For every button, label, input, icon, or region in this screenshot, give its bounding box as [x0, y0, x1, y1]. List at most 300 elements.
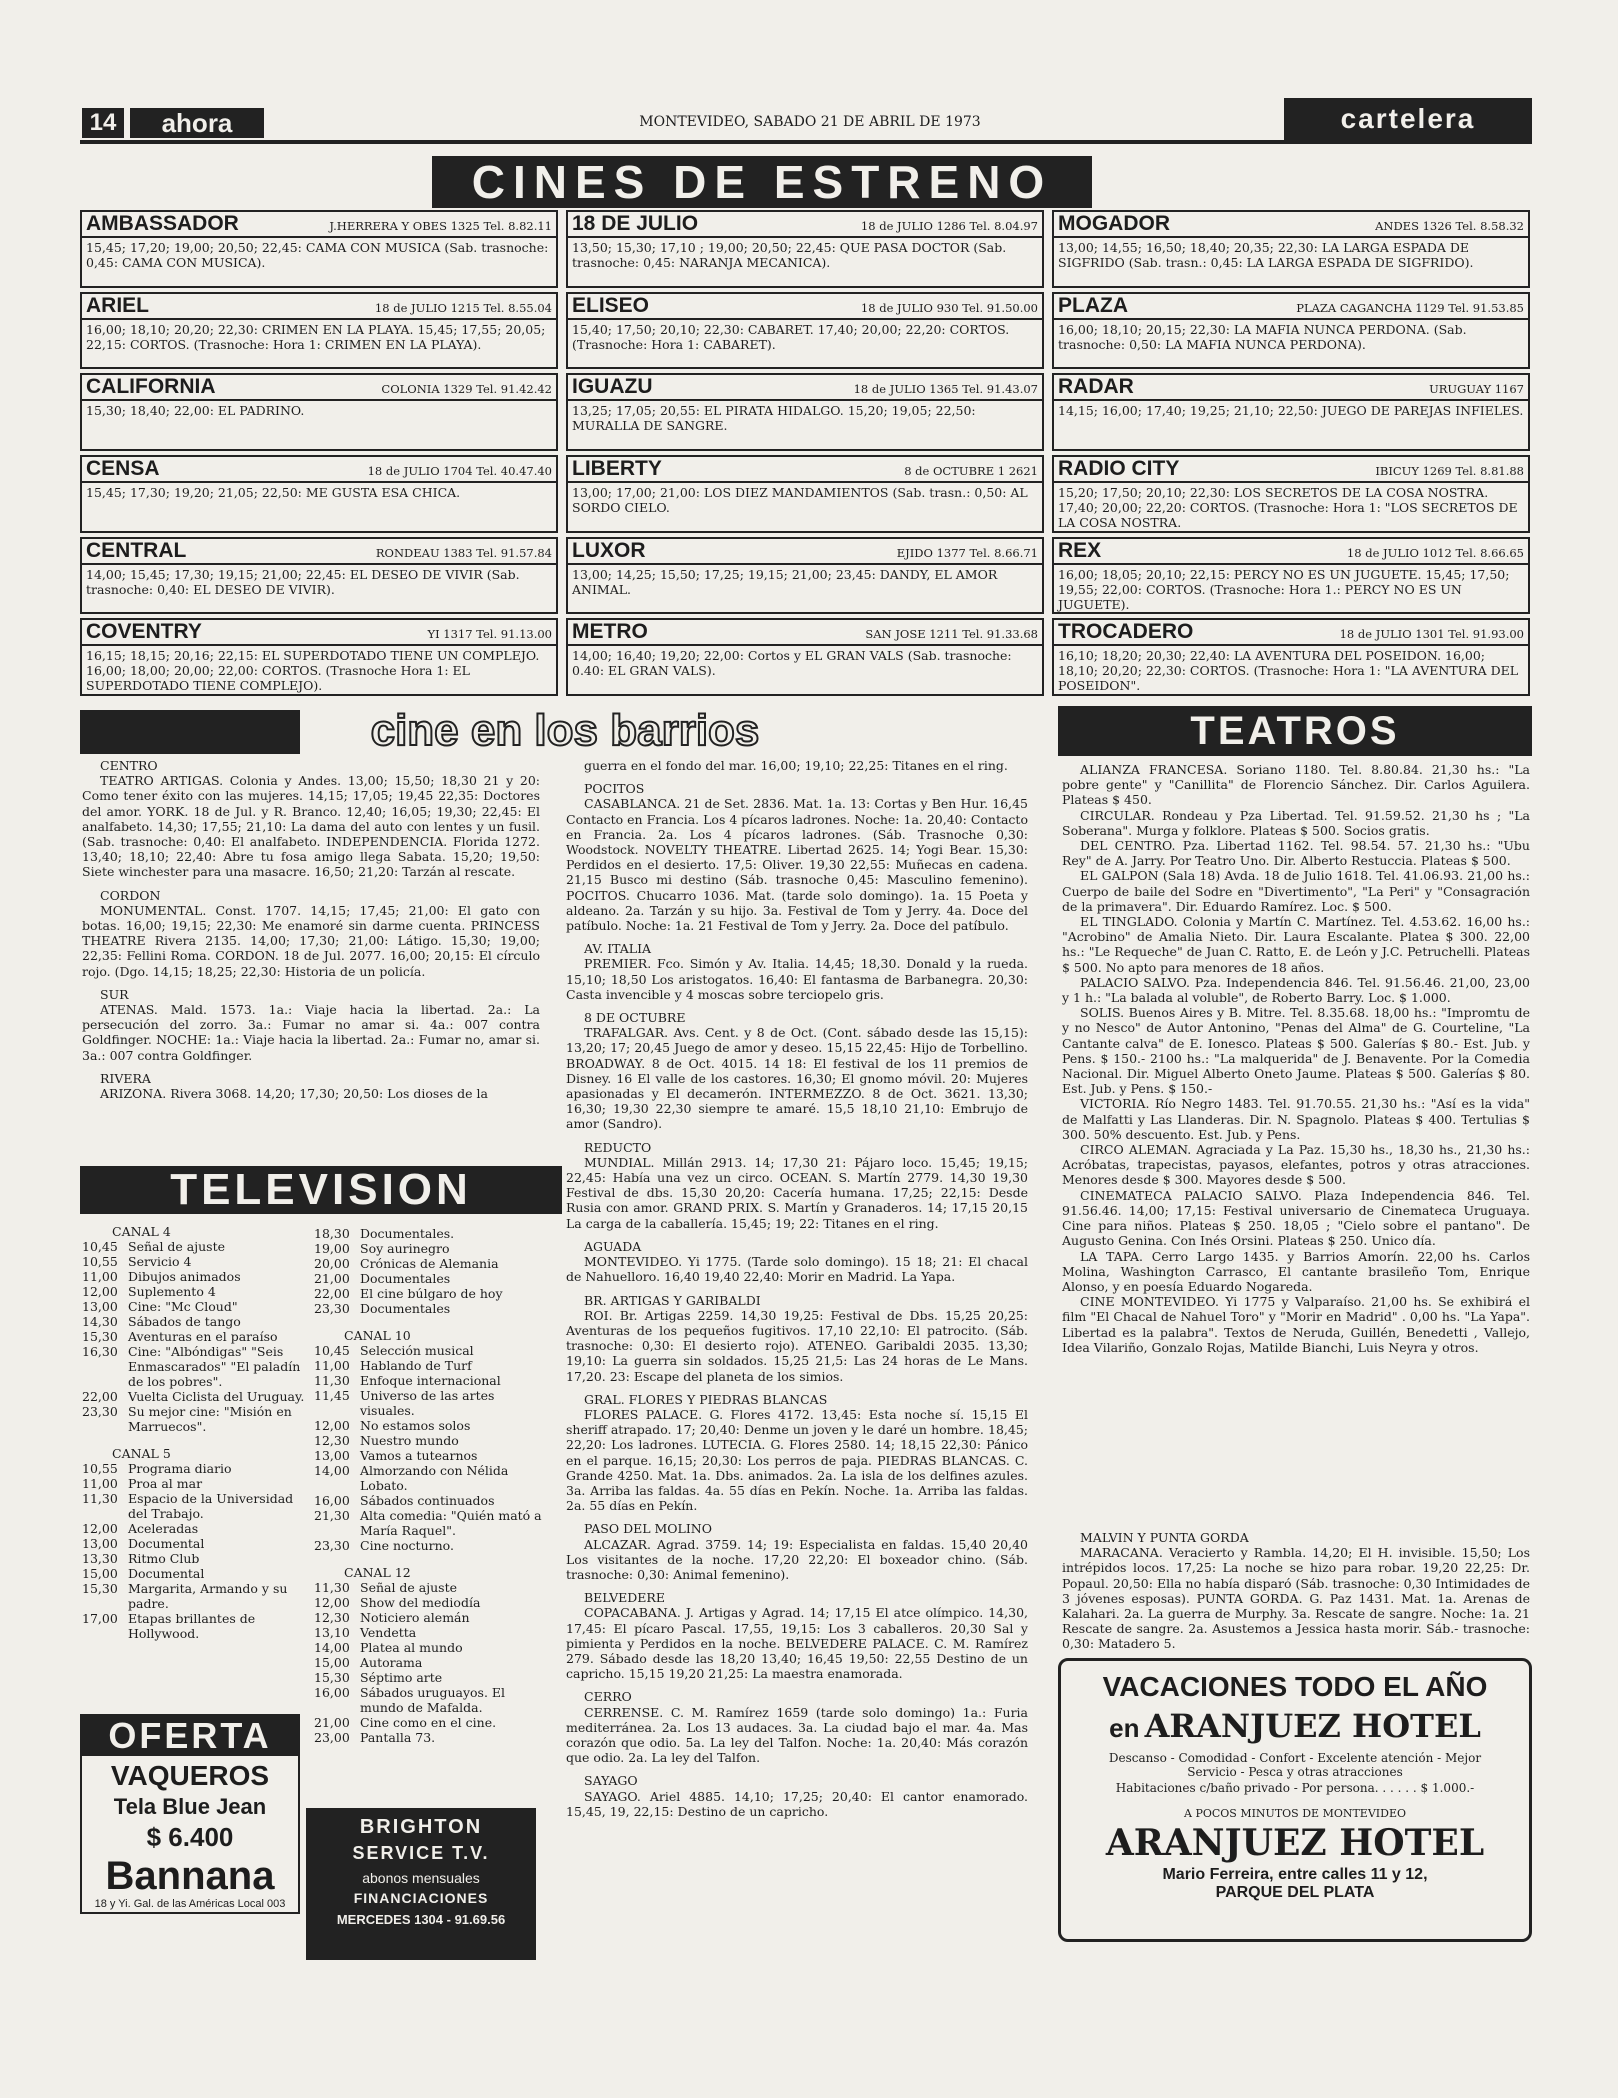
tv-program-row: [82, 1344, 308, 1389]
barrio-heading: BR. ARTIGAS Y GARIBALDI: [584, 1292, 761, 1308]
cines-grid: [80, 210, 1530, 696]
tv-program-time: 21,00: [314, 1715, 350, 1730]
cinema-schedule: 14,15; 16,00; 17,40; 19,25; 21,10; 22,50: JUEGO DE PAREJAS INFIELES.: [1058, 403, 1524, 419]
spacer: [566, 1285, 1028, 1293]
tv-program-time: 18,30: [314, 1226, 350, 1241]
barrio-text: ROI. Br. Artigas 2259. 14,30 19,25: Festival de Dbs. 15,25 20,25: Aventuras de los pequeños fugitivos. 17,10 22,10: El patrocito. (Sáb. trasnoche: 0,30: El desierto rojo). ATENEO. Garibaldi 2035. 13,30; 19,10: La guerra sin soldados. 15,25 21,5: Las 24 horas de Le Mans. 17,20. 23: Escape del planeta de los simios.: [566, 1307, 1028, 1384]
cinema-schedule: 13,00; 14,55; 16,50; 18,40; 20,35; 22,30: LA LARGA ESPADA DE SIGFRIDO (Sab. trasn.: 0,45: LA LARGA ESPADA DE SIGFRIDO).: [1058, 240, 1474, 270]
aranjuez-en: en: [1109, 1713, 1140, 1743]
tv-program-title: Dibujos animados: [128, 1269, 241, 1284]
tv-program-title: Programa diario: [128, 1461, 232, 1476]
spacer: [566, 1681, 1028, 1689]
teatro-listing: VICTORIA. Río Negro 1483. Tel. 91.70.55. 21,30 hs.: "Así es la vida" de Malfatti y Las Llanderas. Dir. N. Spagnolo. Plateas $ 400. Tertulias $ 300. 50% descuento. Est. Jub. y Pens.: [1062, 1096, 1530, 1142]
aranjuez-name: ARANJUEZ HOTEL: [1144, 1707, 1481, 1745]
tv-program-title: Proa al mar: [128, 1476, 203, 1491]
tv-program-row: [82, 1611, 308, 1641]
barrio-heading: POCITOS: [584, 781, 645, 797]
tv-program-title: Cine como en el cine.: [360, 1715, 497, 1730]
tv-column-right: [314, 1226, 544, 1753]
tv-program-title: Noticiero alemán: [360, 1610, 470, 1625]
cinema-schedule: 13,00; 17,00; 21,00: LOS DIEZ MANDAMIENTOS (Sab. trasn.: 0,50: AL SORDO CIELO.: [572, 484, 1028, 515]
tv-program-title: Hablando de Turf: [360, 1358, 472, 1373]
tv-program-row: [82, 1254, 308, 1269]
tv-program-row: [82, 1491, 308, 1521]
tv-program-row: [82, 1284, 308, 1299]
tv-program-title: Cine: "Albóndigas" "Seis Enmascarados" "El paladín de los pobres".: [128, 1344, 301, 1389]
cinema-schedule: 16,00; 18,05; 20,10; 22,15: PERCY NO ES UN JUGUETE. 15,45; 17,50; 19,55; 22,00: CORTOS. (Trasnoche: Hora 1.: PERCY NO ES UN JUGUETE).: [1058, 566, 1510, 612]
tv-program-time: 12,00: [314, 1595, 350, 1610]
teatro-listing: EL GALPON (Sala 18) Avda. 18 de Julio 1618. Tel. 41.06.93. 21,00 hs.: Cuerpo de baile del Sodre en "Divertimento", "La Peri" y "Consagración de la primavera". Dir. Eduardo Ramírez. Loc. $ 500.: [1062, 868, 1530, 914]
tv-program-row: [314, 1226, 544, 1241]
barrio-text: PREMIER. Fco. Simón y Av. Italia. 14,45; 18,30. Donald y la rueda. 15,10; 18,50 Los aristogatos. 16,40: El fantasma de Barbanegra. 20,30: Casta invencible y 4 moscas sobre terciopelo gris.: [566, 956, 1028, 1002]
tv-program-title: Universo de las artes visuales.: [360, 1388, 495, 1418]
tv-program-row: [82, 1521, 308, 1536]
spacer: [82, 1063, 540, 1071]
spacer: [82, 1641, 308, 1649]
cinema-header: [1054, 212, 1528, 238]
aranjuez-address: Mario Ferreira, entre calles 11 y 12,: [1162, 1866, 1428, 1883]
cinema-header: [1054, 620, 1528, 646]
cinema-address: J.HERRERA Y OBES 1325 Tel. 8.82.11: [329, 219, 552, 233]
cinema-schedule: 16,15; 18,15; 20,16; 22,15: EL SUPERDOTADO TIENE UN COMPLEJO. 16,00; 18,00; 20,00; 22,00: CORTOS. (Trasnoche Hora 1: EL SUPERDOTADO TIENE COMPLEJO).: [86, 648, 540, 694]
barrio-text: ALCAZAR. Agrad. 3759. 14; 19: Especialista en faldas. 15,40 20,40 Los visitantes de la noche. 17,20 22,20: El boxeador chino. (Sáb. trasnoche: 0,30: Animal femenino).: [566, 1536, 1028, 1582]
tv-program-time: 12,30: [314, 1433, 350, 1448]
cines-banner: CINES DE ESTRENO: [432, 156, 1092, 208]
tv-program-time: 12,00: [82, 1521, 118, 1536]
barrios-title: cine en los barrios: [300, 706, 830, 756]
cinema-name: CENSA: [86, 456, 160, 480]
cinema-name: 18 DE JULIO: [572, 212, 699, 235]
barrio-text: guerra en el fondo del mar. 16,00; 19,10; 22,25: Titanes en el ring.: [584, 758, 1008, 773]
barrio-heading: MALVIN Y PUNTA GORDA: [1080, 1530, 1249, 1545]
tv-program-time: 13,30: [82, 1551, 118, 1566]
tv-program-row: [314, 1508, 544, 1538]
cinema-listing: [566, 373, 1044, 451]
cinema-name: RADIO CITY: [1058, 456, 1180, 480]
spacer: [82, 979, 540, 987]
barrios-column-1: [82, 758, 540, 1109]
tv-program-time: 15,30: [82, 1329, 118, 1344]
cinema-listing: [566, 537, 1044, 615]
cinema-listing: [80, 455, 558, 533]
spacer: [82, 880, 540, 888]
cinema-header: [82, 212, 556, 238]
cinema-name: IGUAZU: [572, 375, 653, 399]
tv-program-time: 10,55: [82, 1254, 118, 1269]
tv-program-time: 16,00: [314, 1493, 350, 1508]
barrio-text: FLORES PALACE. G. Flores 4172. 13,45: Esta noche sí. 15,15 El sheriff atrapado. 17; 20,40: Denme un joven y le daré un hombre. 18,45; 22,20: Los ladrones. LUTECIA. G. Flores 2580. 14; 18,15 22,30: Pánico en el parque. 16,15; 20,30: Los perros de paja. PIEDRAS BLANCAS. C. Grande 4250. Mat. 1a. Dbs. animados. 2a. La isla de los delfines azules. 3a. Arriba las faldas. 4a. 55 días en Pekín. Noche. 1a. Arriba las faldas. 2a. 55 días en Pekín.: [566, 1406, 1028, 1514]
cinema-name: LIBERTY: [572, 456, 662, 480]
teatro-listing: ALIANZA FRANCESA. Soriano 1180. Tel. 8.80.84. 21,30 hs.: "La pobre gente" y "Canillita" de Florencio Sánchez. Dir. Carlos Aguilera. Plateas $ 450.: [1062, 762, 1530, 808]
tv-program-time: 23,30: [314, 1301, 350, 1316]
cinema-schedule: 16,10; 18,20; 20,30; 22,40: LA AVENTURA DEL POSEIDON. 16,00; 18,10; 20,20; 22,30: CORTOS. (Trasnoche: Hora 1: "LA AVENTURA DEL POSEIDON".: [1058, 648, 1519, 694]
teatro-listing: CIRCULAR. Rondeau y Pza Libertad. Tel. 91.59.52. 21,30 hs ; "La Soberana". Murga y folklore. Plateas $ 500. Socios gratis.: [1062, 807, 1530, 838]
header-rule: [80, 140, 1532, 144]
barrio-heading: SUR: [100, 986, 129, 1002]
barrio-heading: CORDON: [100, 887, 161, 903]
tv-program-row: [314, 1670, 544, 1685]
tv-program-title: Pantalla 73.: [360, 1730, 436, 1745]
cinema-address: 18 de JULIO 930 Tel. 91.50.00: [860, 300, 1038, 315]
barrio-heading: GRAL. FLORES Y PIEDRAS BLANCAS: [584, 1391, 828, 1407]
tv-program-title: Suplemento 4: [128, 1284, 216, 1299]
tv-program-title: Séptimo arte: [360, 1670, 443, 1685]
tv-program-row: [314, 1640, 544, 1655]
tv-program-time: 14,30: [82, 1314, 118, 1329]
spacer: [566, 1384, 1028, 1392]
spacer: [82, 1434, 308, 1442]
oferta-ad: [80, 1714, 300, 1914]
tv-program-time: 19,00: [314, 1241, 350, 1256]
cinema-address: EJIDO 1377 Tel. 8.66.71: [896, 545, 1038, 560]
cinema-name: PLAZA: [1058, 293, 1128, 317]
tv-program-row: [314, 1715, 544, 1730]
aranjuez-price: Habitaciones c/baño privado - Por persona. . . . . . $ 1.000.-: [1115, 1781, 1475, 1795]
aranjuez-headline: VACACIONES TODO EL AÑO: [1102, 1671, 1488, 1702]
newspaper-name: ahora: [130, 108, 264, 138]
brighton-service: SERVICE T.V.: [352, 1843, 490, 1863]
barrio-heading: RIVERA: [100, 1070, 151, 1086]
spacer: [566, 1231, 1028, 1239]
cinema-header: [82, 375, 556, 401]
tv-program-time: 15,30: [314, 1670, 350, 1685]
cinema-address: 18 de JULIO 1012 Tel. 8.66.65: [1346, 545, 1524, 560]
cinema-schedule: 15,45; 17,30; 19,20; 21,05; 22,50: ME GUSTA ESA CHICA.: [86, 484, 461, 500]
tv-program-time: 23,30: [314, 1538, 350, 1553]
tv-program-title: Señal de ajuste: [360, 1580, 458, 1595]
tv-program-time: 16,30: [82, 1344, 118, 1359]
cinema-listing: [80, 537, 558, 615]
tv-program-row: [82, 1581, 308, 1611]
tv-program-row: [314, 1685, 544, 1715]
tv-program-row: [314, 1241, 544, 1256]
spacer: [566, 1002, 1028, 1010]
cinema-schedule: 13,00; 14,25; 15,50; 17,25; 19,15; 21,00; 23,45: DANDY, EL AMOR ANIMAL.: [572, 566, 998, 597]
tv-program-title: Vendetta: [360, 1625, 417, 1640]
tv-program-row: [314, 1271, 544, 1286]
tv-program-row: [82, 1404, 308, 1434]
aranjuez-minutes: A POCOS MINUTOS DE MONTEVIDEO: [1184, 1807, 1406, 1820]
cinema-schedule: 15,20; 17,50; 20,10; 22,30: LOS SECRETOS DE LA COSA NOSTRA. 17,40; 20,00; 22,20: CORTOS. (Trasnoche: Hora 1: "LOS SECRETOS DE LA COSA NOSTRA.: [1058, 484, 1518, 530]
cinema-address: COLONIA 1329 Tel. 91.42.42: [381, 382, 552, 397]
barrio-text: SAYAGO. Ariel 4885. 14,10; 17,25; 20,40: El cantor enamorado. 15,45, 19, 22,15: Destino de un capricho.: [566, 1788, 1028, 1819]
cinema-name: ELISEO: [572, 293, 650, 317]
cinema-address: 18 de JULIO 1215 Tel. 8.55.04: [374, 300, 552, 315]
cinema-name: CENTRAL: [86, 538, 187, 562]
cinema-address: URUGUAY 1167: [1429, 382, 1524, 397]
teatro-listing: PALACIO SALVO. Pza. Independencia 846. Tel. 91.56.46. 21,00, 23,00 y 1 h.: "La balada al voluble", de Roberto Barry. Loc. $ 1.000.: [1062, 974, 1530, 1006]
tv-program-row: [314, 1580, 544, 1595]
spacer: [314, 1316, 544, 1324]
tv-program-row: [314, 1343, 544, 1358]
cinema-address: IBICUY 1269 Tel. 8.81.88: [1375, 463, 1524, 478]
cinema-schedule: 14,00; 16,40; 19,20; 22,00: Cortos y EL GRAN VALS (Sab. trasnoche: 0.40: EL GRAN VALS).: [572, 648, 1012, 679]
tv-program-row: [314, 1538, 544, 1553]
tv-program-row: [314, 1463, 544, 1493]
tv-program-time: 11,00: [314, 1358, 350, 1373]
cinema-address: 8 de OCTUBRE 1 2621: [904, 463, 1038, 478]
tv-program-row: [82, 1239, 308, 1254]
brighton-name: BRIGHTON: [359, 1816, 483, 1838]
tv-program-row: [82, 1566, 308, 1581]
tv-program-row: [82, 1299, 308, 1314]
cinema-listing: [1052, 537, 1530, 615]
aranjuez-features: Descanso - Comodidad - Confort - Excelente atención - Mejor Servicio - Pesca y otras atracciones: [1108, 1751, 1482, 1779]
teatro-listing: CINE MONTEVIDEO. Yi 1775 y Valparaíso. 21,00 hs. Se exhibirá el film "El Chacal de Nahuel Toro" y "Morir en Madrid" . 0,00 hs. "La Yapa". Libertad es la palabra". Textos de Neruda, Guillén, Benedetti , Vallejo, Idea Vilariño, Gonzalo Rojas, Matilde Bianchi, Luis Neyra y otros.: [1062, 1294, 1530, 1355]
barrio-text: ARIZONA. Rivera 3068. 14,20; 17,30; 20,50: Los dioses de la: [100, 1086, 488, 1102]
cinema-name: METRO: [572, 620, 648, 644]
tv-channel-heading: CANAL 12: [344, 1565, 411, 1580]
barrio-text: ATENAS. Mald. 1573. 1a.: Viaje hacia la libertad. 2a.: La persecución del zorro. 3a.: Fumar no amar si. 4a.: 007 contra Goldfinger. NOCHE: 1a.: Viaje hacia la libertad. 2a.: Fumar no, amar si. 3a.: 007 contra Goldfinger.: [82, 1002, 540, 1063]
barrio-heading: SAYAGO: [584, 1773, 638, 1789]
tv-program-time: 14,00: [314, 1640, 350, 1655]
cinema-listing: [1052, 455, 1530, 533]
tv-program-title: Vuelta Ciclista del Uruguay.: [128, 1389, 305, 1404]
tv-program-row: [314, 1448, 544, 1463]
oferta-title: OFERTA: [82, 1716, 298, 1756]
tv-program-time: 14,00: [314, 1463, 350, 1478]
cinema-header: [568, 294, 1042, 320]
barrio-text: CASABLANCA. 21 de Set. 2836. Mat. 1a. 13: Cortas y Ben Hur. 16,45 Contacto en Francia. Los 4 pícaros ladrones. Noche: 1a. 20,40: Contacto en Francia. 2a. Los 4 pícaros ladrones. (Sáb. Trasnoche 0,30: Woodstock. NOVELTY THEATRE. Libertad 2625. 14; Yogi Bear. 15,30: Perdidos en el desierto. 17,5: Oliver. 19,30 22,55: Muñecas en cadena. 21,15 Busco mi destino (Sáb. trasnoche 0,45: Masculino femenino). POCITOS. Chucarro 1036. Mat. (tarde solo domingo). 1a. 15 Poeta y aldeano. 2a. Tarzán y su hijo. 3a. Festival de Tom y Jerry. 4a. Doce del patíbulo. Noche: 1a. 21 Festival de Tom y Jerry. 2a. Doce del patíbulo.: [566, 796, 1028, 934]
tv-channel-heading: CANAL 10: [344, 1328, 411, 1343]
oferta-price: $ 6.400: [146, 1822, 234, 1852]
spacer: [566, 773, 1028, 781]
tv-program-row: [82, 1314, 308, 1329]
dateline: MONTEVIDEO, SABADO 21 DE ABRIL DE 1973: [639, 114, 981, 130]
tv-channel-heading: CANAL 4: [112, 1224, 171, 1239]
barrios-column-2: [566, 758, 1028, 1827]
cinema-name: REX: [1058, 538, 1102, 562]
tv-program-row: [82, 1536, 308, 1551]
spacer: [314, 1745, 544, 1753]
teatro-listing: CIRCO ALEMAN. Agraciada y La Paz. 15,30 hs., 18,30 hs., 21,30 hs.: Acróbatas, trapecistas, payasos, elefantes, potros y otras atracciones. Menores desde $ 300. Mayores desde $ 500.: [1062, 1142, 1530, 1188]
tv-program-title: Sábados uruguayos. El mundo de Mafalda.: [360, 1685, 506, 1715]
tv-program-row: [82, 1461, 308, 1476]
television-banner: TELEVISION: [80, 1166, 562, 1214]
cinema-schedule: 15,30; 18,40; 22,00: EL PADRINO.: [86, 403, 305, 419]
tv-program-title: Sábados de tango: [128, 1314, 241, 1329]
tv-program-time: 12,00: [314, 1418, 350, 1433]
tv-program-time: 16,00: [314, 1685, 350, 1700]
cinema-address: ANDES 1326 Tel. 8.58.32: [1375, 219, 1524, 233]
tv-program-time: 10,45: [82, 1239, 118, 1254]
tv-program-title: Margarita, Armando y su padre.: [128, 1581, 288, 1611]
cinema-header: [568, 539, 1042, 565]
tv-program-time: 22,00: [314, 1286, 350, 1301]
tv-program-title: Sábados continuados: [360, 1493, 495, 1508]
brighton-abonos: abonos mensuales: [362, 1870, 480, 1886]
cinema-listing: [80, 618, 558, 696]
tv-program-title: Ritmo Club: [128, 1551, 200, 1566]
spacer: [82, 1101, 540, 1109]
barrio-text: CERRENSE. C. M. Ramírez 1659 (tarde solo domingo) 1a.: Furia mediterránea. 2a. Los 13 audaces. 3a. La ciudad bajo el mar. 4a. Mas corazón que odio. 5a. La ley del Talfon. Noche: 1a. 20,40: Más corazón que odio. 2a. La ley del Talfon.: [566, 1704, 1028, 1766]
tv-program-title: Platea al mundo: [360, 1640, 463, 1655]
cinema-name: AMBASSADOR: [86, 212, 239, 235]
aranjuez-ad: [1058, 1658, 1532, 1942]
malvin-block: [1062, 1530, 1530, 1652]
tv-program-time: 11,30: [82, 1491, 118, 1506]
spacer: [566, 1513, 1028, 1521]
tv-program-title: Almorzando con Nélida Lobato.: [360, 1463, 509, 1493]
tv-program-time: 13,10: [314, 1625, 350, 1640]
cinema-header: [568, 620, 1042, 646]
tv-program-row: [314, 1730, 544, 1745]
cinema-listing: [80, 373, 558, 451]
tv-program-time: 13,00: [82, 1299, 118, 1314]
tv-program-time: 11,00: [82, 1476, 118, 1491]
spacer: [566, 1765, 1028, 1773]
tv-program-time: 11,00: [82, 1269, 118, 1284]
tv-program-row: [314, 1418, 544, 1433]
tv-program-time: 12,30: [314, 1610, 350, 1625]
teatro-listing: DEL CENTRO. Pza. Libertad 1162. Tel. 98.54. 57. 21,30 hs.: "Ubu Rey" de A. Jarry. Por Teatro Uno. Dir. Alberto Restuccia. Plateas $ 500.: [1062, 838, 1530, 869]
cinema-address: 18 de JULIO 1365 Tel. 91.43.07: [853, 382, 1038, 397]
tv-program-title: Autorama: [360, 1655, 423, 1670]
tv-program-title: Documentales: [360, 1301, 451, 1316]
spacer: [566, 1819, 1028, 1827]
cinema-header: [82, 620, 556, 646]
tv-program-row: [314, 1595, 544, 1610]
barrio-text: MARACANA. Veracierto y Rambla. 14,20; El H. invisible. 15,50; Los intrépidos locos. 17,25: La noche se hizo para robar. 19,20 22,25: Dr. Popaul. 20,50: Ella no había disparó (Sáb. trasnoche: 0,30 Intimidades de 3 jóvenes esposas). PUNTA GORDA. G. Paz 1431. Mat. 1a. Arenas de Kalahari. 2a. La guerra de Murphy. 3a. Rescate de sangre. Noche: 1a. 21 Rescate de sangre. 2a. Asustemos a Jessica hasta morir. Sáb.- trasnoche: 0,30: Matadero 5.: [1062, 1545, 1530, 1652]
cinema-address: 18 de JULIO 1301 Tel. 91.93.00: [1339, 627, 1524, 642]
tv-program-time: 13,00: [82, 1536, 118, 1551]
tv-program-row: [314, 1388, 544, 1418]
cinema-address: 18 de JULIO 1286 Tel. 8.04.97: [860, 219, 1038, 233]
tv-program-title: No estamos solos: [360, 1418, 471, 1433]
cinema-name: MOGADOR: [1058, 212, 1170, 235]
page-number: 14: [82, 108, 124, 138]
barrio-text: TRAFALGAR. Avs. Cent. y 8 de Oct. (Cont. sábado desde las 15,15): 13,20; 17; 20,45 Juego de amor y deseo. 15,15 22,45: Hijo de Torbellino. BROADWAY. 8 de Oct. 4015. 14 18: El festival de los 11 premios de Disney. 16 El valle de los castores. 16,30; El gnomo móvil. 20: Mujeres apasionadas y El decamerón. INTERMEZZO. 8 de Oct. 3621. 13,30; 16,30; 19,30 22,30 siempre te amaré. 15,5 18,10 21,10: Embrujo de amor (Sandro).: [566, 1025, 1028, 1132]
tv-program-title: Documental: [128, 1536, 205, 1551]
tv-program-row: [82, 1476, 308, 1491]
spacer: [566, 933, 1028, 941]
tv-program-title: Show del mediodía: [360, 1595, 481, 1610]
cinema-schedule: 15,40; 17,50; 20,10; 22,30: CABARET. 17,40; 20,00; 22,20: CORTOS. (Trasnoche: Hora 1: CABARET).: [572, 321, 1010, 352]
cinema-listing: [566, 292, 1044, 370]
cinema-address: SAN JOSE 1211 Tel. 91.33.68: [865, 627, 1038, 642]
tv-program-row: [82, 1329, 308, 1344]
tv-program-time: 11,45: [314, 1388, 350, 1403]
cinema-schedule: 14,00; 15,45; 17,30; 19,15; 21,00; 22,45: EL DESEO DE VIVIR (Sab. trasnoche: 0,40: EL DESEO DE VIVIR).: [86, 566, 520, 597]
tv-program-title: Documentales.: [360, 1226, 455, 1241]
section-tag: cartelera: [1284, 98, 1532, 140]
cinema-header: [1054, 375, 1528, 401]
barrio-heading: REDUCTO: [584, 1139, 652, 1155]
cinema-address: RONDEAU 1383 Tel. 91.57.84: [375, 545, 552, 560]
barrio-heading: CENTRO: [100, 758, 158, 773]
cinema-header: [1054, 539, 1528, 565]
brighton-address: MERCEDES 1304 - 91.69.56: [336, 1912, 506, 1927]
tv-program-title: Documental: [128, 1566, 205, 1581]
tv-program-row: [314, 1493, 544, 1508]
aranjuez-location: PARQUE DEL PLATA: [1215, 1884, 1375, 1901]
barrio-heading: 8 DE OCTUBRE: [584, 1010, 686, 1026]
tv-program-row: [314, 1373, 544, 1388]
tv-program-row: [314, 1655, 544, 1670]
oferta-address: 18 y Yi. Gal. de las Américas Local 003: [94, 1898, 286, 1910]
tv-program-title: Cine nocturno.: [360, 1538, 454, 1553]
tv-program-time: 17,00: [82, 1611, 118, 1626]
tv-program-time: 21,30: [314, 1508, 350, 1523]
cinema-listing: [80, 292, 558, 370]
tv-program-title: Enfoque internacional: [360, 1373, 501, 1388]
cinema-address: PLAZA CAGANCHA 1129 Tel. 91.53.85: [1296, 300, 1524, 315]
oferta-product: VAQUEROS: [110, 1760, 270, 1791]
cinema-schedule: 13,50; 15,30; 17,10 ; 19,00; 20,50; 22,45: QUE PASA DOCTOR (Sab. trasnoche: 0,45: NARANJA MECANICA).: [572, 240, 1007, 270]
cinema-address: YI 1317 Tel. 91.13.00: [427, 627, 552, 642]
tv-program-time: 11,30: [314, 1580, 350, 1595]
cinema-schedule: 13,25; 17,05; 20,55: EL PIRATA HIDALGO. 15,20; 19,05; 22,50: MURALLA DE SANGRE.: [572, 403, 976, 434]
cinema-listing: [1052, 618, 1530, 696]
cinema-schedule: 16,00; 18,10; 20,20; 22,30: CRIMEN EN LA PLAYA. 15,45; 17,55; 20,05; 22,15: CORTOS. (Trasnoche: Hora 1: CRIMEN EN LA PLAYA).: [86, 321, 546, 352]
oferta-brand: Bannana: [105, 1854, 275, 1898]
cinema-header: [568, 457, 1042, 483]
barrio-heading: CERRO: [584, 1689, 632, 1705]
tv-program-title: Su mejor cine: "Misión en Marruecos".: [128, 1404, 292, 1434]
tv-program-row: [314, 1625, 544, 1640]
tv-program-time: 21,00: [314, 1271, 350, 1286]
tv-program-row: [82, 1551, 308, 1566]
tv-program-time: 22,00: [82, 1389, 118, 1404]
spacer: [566, 1582, 1028, 1590]
tv-program-title: Etapas brillantes de Hollywood.: [128, 1611, 256, 1641]
tv-program-row: [82, 1269, 308, 1284]
tv-program-time: 11,30: [314, 1373, 350, 1388]
spacer: [314, 1553, 544, 1561]
teatro-listing: CINEMATECA PALACIO SALVO. Plaza Independencia 846. Tel. 91.56.46. 14,00; 17,15: Festival universario de Cinemateca Uruguaya. Cine para niños. Plateas $ 250. 18,05 ; "Cielo sobre el pantano". De Augusto Genina. Con Inés Orsini. Plateas $ 250. Unico día.: [1062, 1187, 1530, 1249]
cinema-header: [82, 294, 556, 320]
cinema-header: [1054, 457, 1528, 483]
cinema-name: CALIFORNIA: [86, 375, 216, 399]
tv-program-time: 23,30: [82, 1404, 118, 1419]
tv-program-title: Servicio 4: [128, 1254, 192, 1269]
cinema-name: TROCADERO: [1058, 620, 1194, 644]
tv-program-time: 15,00: [314, 1655, 350, 1670]
cinema-listing: [1052, 210, 1530, 288]
cinema-header: [568, 375, 1042, 401]
cinema-header: [82, 457, 556, 483]
tv-program-title: Espacio de la Universidad del Trabajo.: [128, 1491, 294, 1521]
tv-program-title: Crónicas de Alemania: [360, 1256, 499, 1271]
tv-program-title: Aventuras en el paraíso: [128, 1329, 278, 1344]
barrio-text: COPACABANA. J. Artigas y Agrad. 14; 17,15 El atce olímpico. 14,30, 17,45: El pícaro Pascal. 17,55, 19,15: Los 3 caballeros. 20,30 Sal y pimienta y Perdidos en la noche. BELVEDERE PALACE. C. M. Ramírez 279. Sábado desde las 18,20 13,40; 16,45 19,50: 22,55 Destino de un capricho. 15,15 19,20 21,25: La maestra enamorada.: [566, 1605, 1028, 1682]
oferta-fabric: Tela Blue Jean: [113, 1794, 267, 1819]
tv-program-title: Vamos a tutearnos: [360, 1448, 478, 1463]
aranjuez-name-2: ARANJUEZ HOTEL: [1105, 1822, 1485, 1864]
barrio-heading: AV. ITALIA: [584, 941, 652, 957]
teatros-list: [1062, 762, 1530, 1355]
cinema-listing: [566, 210, 1044, 288]
tv-program-title: Documentales: [360, 1271, 451, 1286]
cinema-name: RADAR: [1058, 375, 1134, 399]
cinema-header: [1054, 294, 1528, 320]
cinema-header: [568, 212, 1042, 238]
tv-program-title: Cine: "Mc Cloud": [128, 1299, 238, 1314]
teatro-listing: EL TINGLADO. Colonia y Martín C. Martínez. Tel. 4.53.62. 16,00 hs.: "Acrobino" de Amalia Nieto. Dir. Laura Escalante. Platea $ 300. 22,00 hs.: "Le Requeche" de Juan C. Ratto, E. de León y J.C. Petruchelli. Plateas $ 500. No apto para menores de 18 años.: [1062, 914, 1530, 975]
tv-program-time: 15,00: [82, 1566, 118, 1581]
tv-program-title: Alta comedia: "Quién mató a María Raquel".: [360, 1508, 542, 1538]
cinema-schedule: 16,00; 18,10; 20,15; 22,30: LA MAFIA NUNCA PERDONA. (Sab. trasnoche: 0,50: LA MAFIA NUNCA PERDONA).: [1058, 321, 1467, 352]
tv-program-time: 23,00: [314, 1730, 350, 1745]
spacer: [566, 1132, 1028, 1140]
cinema-schedule: 15,45; 17,20; 19,00; 20,50; 22,45: CAMA CON MUSICA (Sab. trasnoche: 0,45: CAMA CON MUSICA).: [86, 240, 549, 270]
tv-program-row: [82, 1389, 308, 1404]
tv-program-time: 12,00: [82, 1284, 118, 1299]
cinema-listing: [566, 455, 1044, 533]
tv-column-left: [82, 1220, 308, 1649]
barrio-text: TEATRO ARTIGAS. Colonia y Andes. 13,00; 15,50; 18,30 21 y 20: Como tener éxito con las mujeres. 14,15; 17,05; 19,45 22,35: Doctores del amor. YORK. 18 de Jul. y R. Branco. 12,40; 16,05; 19,30; 22,45: El analfabeto. 14,30; 17,55; 21,10: La dama del auto con lentes y un fusil. (Sab. trasnoche: 0,40: El analfabeto. INDEPENDENCIA. Florida 1272. 13,40; 18,10; 22,40: Abre tu fosa amigo llega Sabata. 15,20; 19,50: Siete winchester para una masacre. 16,50; 21,20: Tarzán al rescate.: [82, 773, 540, 880]
tv-program-title: Selección musical: [360, 1343, 474, 1358]
